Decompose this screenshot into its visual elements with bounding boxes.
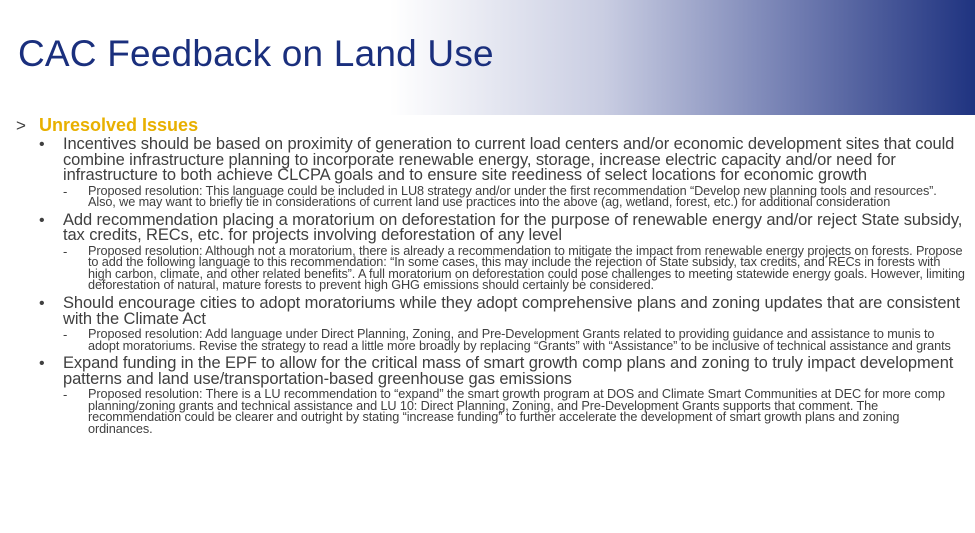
resolution-text: Proposed resolution: This language could be included in LU8 strategy and/or under the first recommendation “Develop new planning tools and resources”. Also, we may want to briefly tie in considerations of current land use practices into the above (ag, wetland, forest, etc.) for additional consideration	[88, 183, 937, 210]
bullet-icon: •	[39, 136, 45, 153]
section-heading	[16, 115, 966, 137]
dash-icon: -	[63, 387, 68, 403]
issue-item	[16, 356, 966, 435]
issues-list	[16, 137, 966, 436]
section-label: Unresolved Issues	[39, 115, 199, 135]
issue-item	[16, 296, 966, 352]
dash-icon: -	[63, 243, 68, 259]
proposed-resolution	[63, 329, 966, 352]
proposed-resolution	[63, 243, 966, 293]
issue-text: Expand funding in the EPF to allow for the critical mass of smart growth comp plans and zoning to truly impact development patterns and land use/transportation-based greenhouse gas emissions	[63, 354, 954, 388]
dash-icon: -	[63, 327, 68, 343]
bullet-icon: •	[39, 211, 45, 229]
chevron-right-icon: >	[16, 116, 26, 135]
proposed-resolution	[63, 183, 966, 210]
proposed-resolution	[63, 389, 966, 435]
issue-text: Should encourage cities to adopt moratoriums while they adopt comprehensive plans and zoning updates that are consistent with the Climate Act	[63, 294, 960, 328]
issue-text: Incentives should be based on proximity of generation to current load centers and/or economic development sites that could combine infrastructure planning to incorporate renewable energy, storage, increase electric capacity and/or need for infrastructure to both achieve CLCPA goals and to ensure site reediness of select locations for economic growth	[63, 135, 955, 184]
slide-title: CAC Feedback on Land Use	[18, 33, 494, 74]
resolution-text: Proposed resolution: Add language under Direct Planning, Zoning, and Pre-Development Grants related to providing guidance and assistance to munis to adopt moratoriums. Revise the strategy to read a little more broadly by replacing “Grants” with “Assistance” to be inclusive of technical assistance and grants	[88, 327, 951, 353]
resolution-text: Proposed resolution: Although not a moratorium, there is already a recommendation to mitigate the impact from renewable energy projects on forests. Propose to add the following language to this recommendation: “In some cases, this may include the rejection of State subsidy, tax credits, and RECs in forests with high carbon, climate, and other related benefits”. A full moratorium on deforestation could pose challenges to meeting statewide energy goals. However, limiting deforestation of natural, mature forests to prevent high GHG emissions should certainly be considered.	[88, 243, 965, 293]
issue-text: Add recommendation placing a moratorium on deforestation for the purpose of renewable energy and/or reject State subsidy, tax credits, RECs, etc. for projects involving deforestation of any level	[63, 210, 963, 245]
issue-item	[16, 210, 966, 293]
unresolved-issues-section	[16, 115, 966, 440]
bullet-icon: •	[39, 355, 45, 373]
bullet-icon: •	[39, 295, 45, 313]
dash-icon: -	[63, 183, 68, 199]
resolution-text: Proposed resolution: There is a LU recommendation to “expand” the smart growth program at DOS and Climate Smart Communities at DEC for more comp planning/zoning grants and technical assistance and LU 10: Direct Planning, Zoning, and Pre-Development Grants supports that comment. The recommendation could be clearer and outright by stating “increase funding” to further accelerate the development of smart growth plans and zoning ordinances.	[88, 387, 945, 437]
issue-item	[16, 137, 966, 209]
